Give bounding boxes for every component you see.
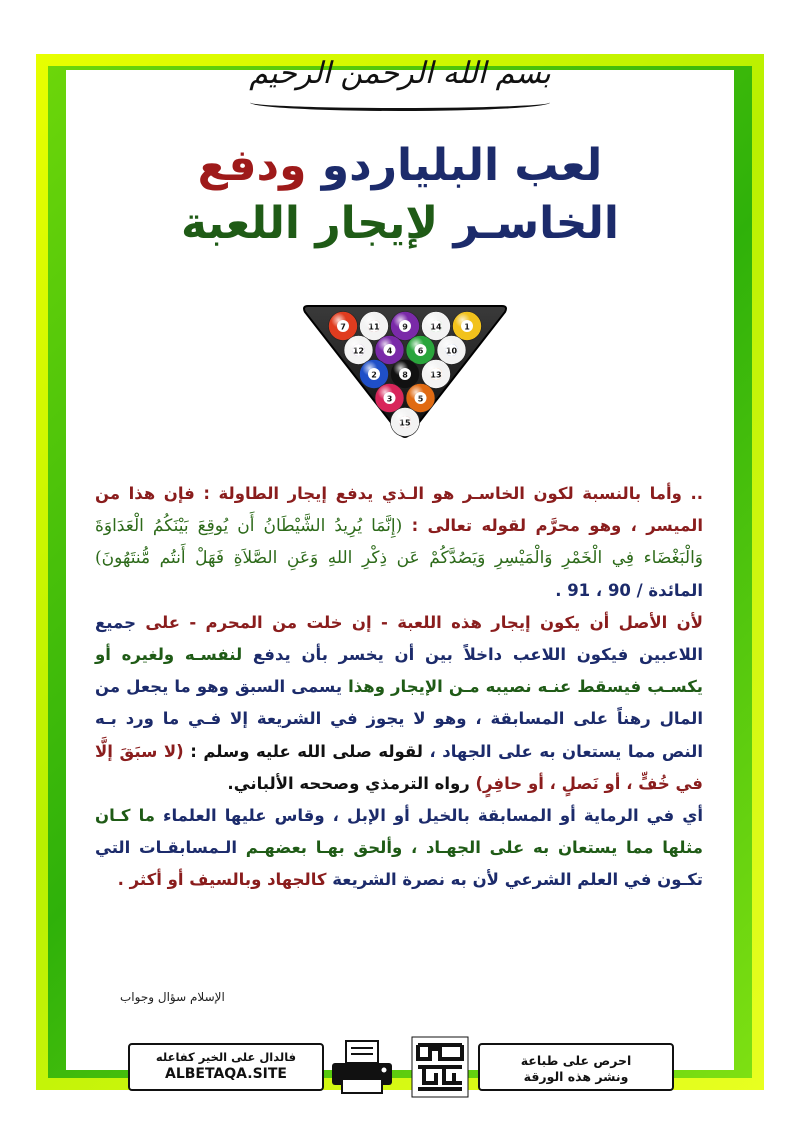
- billiard-ball: [422, 312, 451, 341]
- source-attribution: الإسلام سؤال وجواب: [120, 990, 225, 1004]
- footer-website-box[interactable]: [128, 1043, 324, 1091]
- page-title-line-1: [140, 140, 660, 192]
- p3-line-a: أي في الرماية أو المسابقة بالخيل أو الإبل ، وقاس عليها العلماء: [154, 806, 703, 826]
- p3-line-d: كالجهاد وبالسيف أو أكثر .: [117, 870, 327, 890]
- billiard-ball: [329, 312, 358, 341]
- billiard-ball: [406, 384, 435, 413]
- billiard-ball: [360, 360, 389, 389]
- quran-verse: (إِنَّمَا يُرِيدُ الشَّيْطَانُ أَن يُوقِعَ بَيْنَكُمُ الْعَدَاوَةَ وَالْبَغْضَاء فِي الْخَمْرِ وَالْمَيْسِرِ وَيَصُدَّكُمْ عَن ذِكْرِ اللهِ وَعَنِ الصَّلاَةِ فَهَلْ أَنتُم مُّنتَهُونَ): [95, 516, 703, 569]
- billiard-ball: [375, 336, 404, 365]
- article-body: [95, 478, 703, 897]
- billiard-ball: [391, 408, 420, 437]
- hadith-text: (لا سبَقَ إلَّا في خُفٍّ ، أو نَصلٍ ، أو حافِرٍ): [95, 741, 703, 793]
- billiard-ball: [391, 360, 420, 389]
- p1-intro: .. وأما بالنسبة لكون الخاسـر هو الـذي يدفع إيجار الطاولة : فإن هذا من الميسر ، وهو محرَّم لقوله تعالى :: [95, 484, 703, 536]
- p2-line-c: لنفسـه ولغيره أو يكسـب فيسقط عنـه نصيبه مـن الإيجار وهذا: [95, 645, 703, 697]
- footer-print-line-1: احرص على طباعة: [520, 1053, 632, 1068]
- verse-reference: المائدة / 90 ، 91 .: [555, 580, 703, 600]
- title-part-billiards: لعب البلياردو: [321, 140, 603, 191]
- billiard-ball: [453, 312, 482, 341]
- billiard-ball: [344, 336, 373, 365]
- p2-line-a: لأن الأصل أن يكون إيجار هذه اللعبة - إن خلت من المحرم - على: [135, 612, 703, 632]
- billiard-ball: [375, 384, 404, 413]
- dawah-paper-logo: [410, 1035, 470, 1099]
- billiard-ball: [406, 336, 435, 365]
- title-part-rent: لإيجار اللعبة: [180, 198, 454, 249]
- p3-line-b: ما كـان مثلها مما يستعان به على الجهـاد ، وألحق بهـا بعضهـم: [95, 806, 703, 858]
- footer-slogan: فالدال على الخير كفاعله: [155, 1050, 297, 1064]
- title-part-loser: الخاسـر: [453, 198, 620, 249]
- paragraph-3: [95, 800, 703, 897]
- calligraphy-swash: [250, 94, 550, 111]
- basmala-text: بسم الله الرحمن الرحيم: [249, 56, 551, 91]
- p2-line-f: لقوله صلى الله عليه وسلم :: [183, 741, 423, 761]
- p2-line-e: في الشريعة إلا فـي ما ورد بـه النص مما يستعان به على الجهاد ،: [95, 709, 703, 761]
- p3-line-c: الـمسابقـات التي تكـون في العلم الشرعي لأن به نصرة الشريعة: [95, 838, 703, 890]
- billiard-ball: [437, 336, 466, 365]
- billiard-ball: [391, 312, 420, 341]
- page-title-line-2: [140, 198, 660, 250]
- footer-print-box: [478, 1043, 674, 1091]
- p2-line-d: يسمى السبق وهو ما يجعل من المال رهناً على المسابقة ، وهو لا يجوز: [95, 677, 703, 729]
- paragraph-2: [95, 607, 703, 800]
- paragraph-1: [95, 478, 703, 607]
- billiard-rack-illustration: [300, 300, 510, 440]
- basmala-calligraphy: [230, 34, 570, 114]
- billiard-ball: [360, 312, 389, 341]
- title-part-and-pay: ودفع: [197, 140, 322, 191]
- hadith-source: رواه الترمذي وصححه الألباني.: [227, 773, 476, 793]
- footer-print-line-2: ونشر هذه الورقة: [523, 1069, 629, 1084]
- p2-line-b: جميع اللاعبين فيكون اللاعب داخلاً بين أن يخسر بأن يدفع: [95, 612, 703, 665]
- printer-icon: [328, 1039, 396, 1095]
- billiard-ball: [422, 360, 451, 389]
- footer-bar: [128, 1035, 674, 1099]
- website-link[interactable]: ALBETAQA.SITE: [164, 1066, 287, 1082]
